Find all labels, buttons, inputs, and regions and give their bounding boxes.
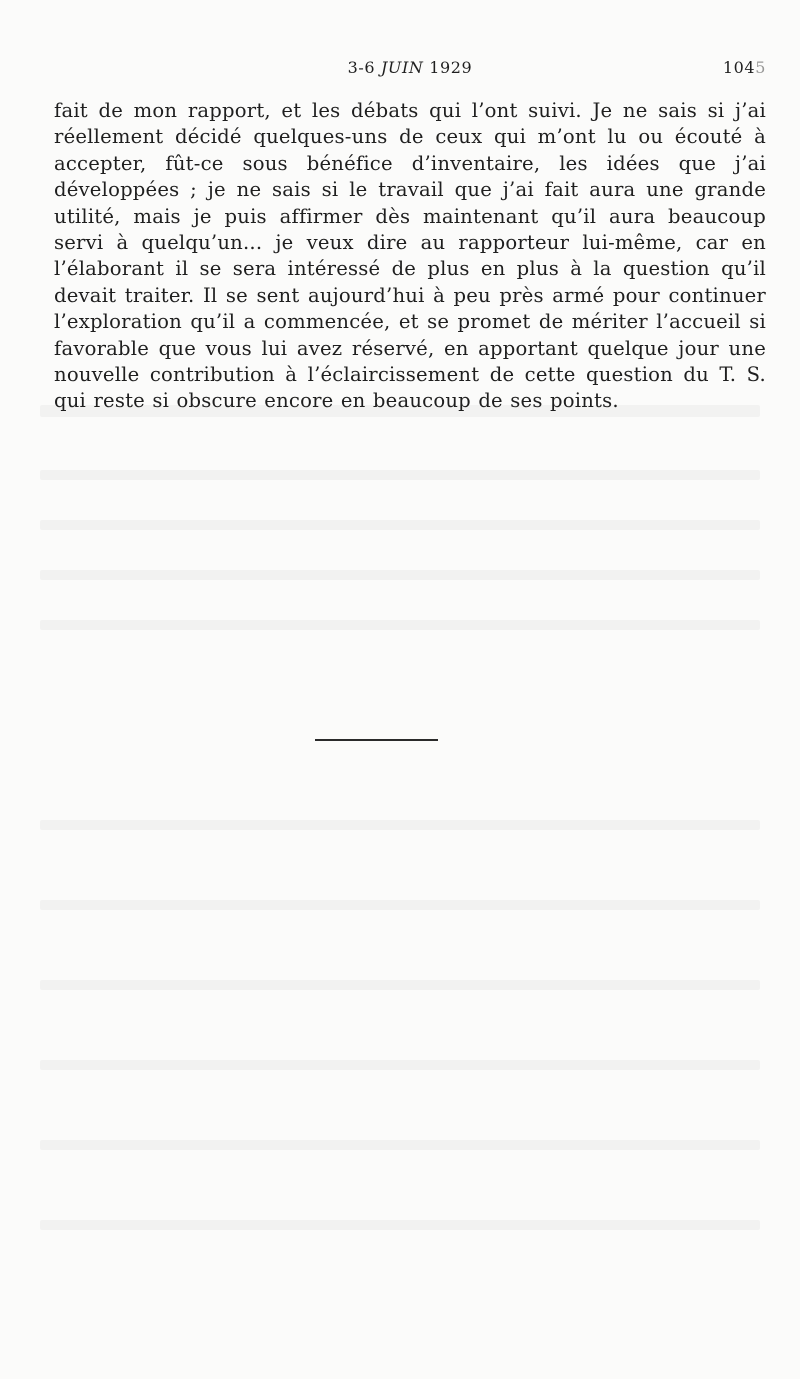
running-title-month: JUIN <box>380 58 424 77</box>
section-separator-rule <box>315 739 438 741</box>
running-title-year: 1929 <box>429 58 473 77</box>
paragraph: fait de mon rapport, et les débats qui l’ont suivi. Je ne sais si j’ai réellement décidé quelques-uns de ceux qui m’ont lu ou écouté à accepter, fût-ce sous bénéfice d’inventaire, les idées que j’ai développées ; je ne sais si le travail que j’ai fait aura une grande utilité, mais je puis affirmer dès maintenant qu’il aura beaucoup servi à quelqu’un... je veux dire au rapporteur lui-même, car en l’élaborant il se sera intéressé de plus en plus à la question qu’il devait traiter. Il se sent aujourd’hui à peu près armé pour continuer l’exploration qu’il a commencée, et se promet de mériter l’accueil si favorable que vous lui avez réservé, en apportant quelque jour une nouvelle contribution à l’éclaircissement de cette question du T. S. qui reste si obscure encore en beaucoup de ses points. <box>54 99 766 413</box>
page-number-main: 104 <box>722 58 756 77</box>
bleed-through <box>40 1060 760 1070</box>
bleed-through <box>40 570 760 580</box>
bleed-through <box>40 980 760 990</box>
running-title <box>54 58 766 77</box>
bleed-through <box>40 620 760 630</box>
bleed-through <box>40 820 760 830</box>
running-title-date: 3-6 <box>347 58 376 77</box>
bleed-through <box>40 1140 760 1150</box>
bleed-through <box>40 1220 760 1230</box>
bleed-through <box>40 470 760 480</box>
bleed-through <box>40 520 760 530</box>
page-number <box>723 58 766 77</box>
page-number-tail: 5 <box>755 58 766 77</box>
running-head <box>54 58 766 82</box>
body-text <box>54 98 766 415</box>
bleed-through <box>40 900 760 910</box>
